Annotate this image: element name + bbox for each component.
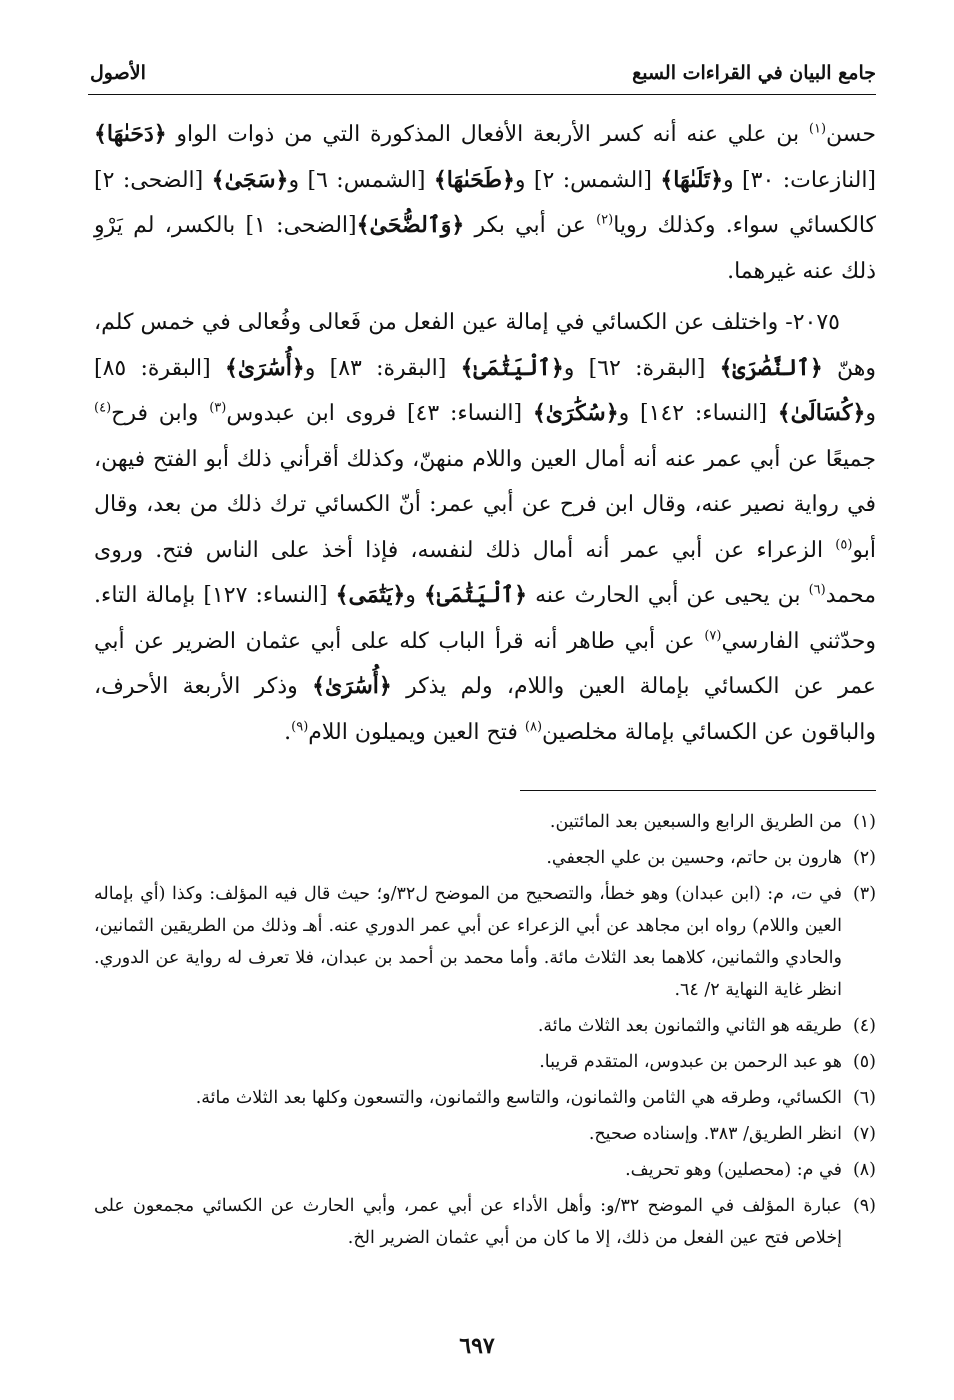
footnotes: [94, 806, 876, 1258]
book-title: جامع البيان في القراءات السبع: [632, 62, 876, 84]
text-span: عن أبي طاهر أنه قرأ الباب كله على أبي عثمان الضرير عن أبي عمر عن الكسائي بإمالة العين واللام، ولم يذكر: [94, 628, 876, 699]
footnote-text: هو عبد الرحمن بن عبدوس، المتقدم قريبا.: [539, 1052, 842, 1072]
quran-word: ﴿تَلَىٰهَا﴾: [660, 166, 724, 193]
footnote-6: [94, 1082, 876, 1114]
footnote-number: (٨): [852, 1160, 876, 1180]
footnote-text: هارون بن حاتم، وحسين بن علي الجعفي.: [546, 848, 842, 868]
footnote-9: [94, 1190, 876, 1254]
text-span: [الضحى: ١] بالكسر، لم يَرْوِ ذلك عنه غيرهما.: [94, 213, 876, 284]
footnote-ref-6: (٦): [808, 582, 826, 598]
section-title: الأصول: [90, 62, 146, 84]
footnote-number: (٥): [852, 1052, 876, 1072]
footnote-text: في ت، م: (ابن عبدان) وهو خطأ، والتصحيح من الموضح ل٣٢/و؛ حيث قال فيه المؤلف: وكذا (أي بإماله العين واللام) رواه ابن مجاهد عن أبي الزعراء عن أبي عمر الدوري عنه. أهـ وذلك من الطريقين الثمانين، والحادي والثمانين، كلاهما بعد الثلاث مائة. وأما محمد بن أحمد بن عبدان، فلا تعرف له رواية عن الدوري. انظر غاية النهاية ٢/ ٦٤.: [94, 884, 843, 1000]
text-span: فتح العين ويميلون اللام: [308, 719, 525, 745]
text-span: جميعًا عن أبي عمر عنه أنه أمال العين واللام منهنّ، وكذلك أقرأني ذلك أبو الفتح فيهن، في رواية نصير عنه، وقال ابن فرح عن أبي عمر: أنّ الكسائي ترك ذلك من بعد، وقال أبو: [94, 446, 876, 563]
footnote-number: (١): [852, 812, 876, 832]
text-span: ٢٠٧٥- واختلف عن الكسائي في إمالة عين الفعل من فَعالى وفُعالى في خمس كلم، وهنّ: [94, 310, 877, 381]
footnote-text: الكسائي، وطرقه هي الثامن والثمانون، والتاسع والثمانون، والتسعون وكلها بعد الثلاث مائة.: [195, 1088, 842, 1108]
footnote-text: من الطريق الرابع والسبعين بعد المائتين.: [549, 812, 842, 832]
footnote-text: في م: (محصلين) وهو تحريف.: [625, 1160, 842, 1180]
text-span: [النازعات: ٣٠] و: [723, 167, 877, 193]
text-span: [الشمس: ٢] و: [514, 167, 661, 193]
text-span: وابن فرح: [111, 401, 210, 426]
main-text: [94, 112, 876, 755]
footnote-ref-1: (١): [808, 121, 827, 137]
footnote-ref-2: (٢): [596, 212, 614, 228]
footnote-ref-8: (٨): [524, 719, 543, 735]
text-span: حسن: [826, 122, 876, 147]
footnote-text: عبارة المؤلف في الموضح ٣٢/و: وأهل الأداء عن أبي عمر، وأبي الحارث عن الكسائي مجمعون على إخلاص فتح عين الفعل من ذلك، إلا ما كان من أبي عثمان الضرير الخ.: [94, 1196, 842, 1248]
quran-word: ﴿يَتَٰمَى﴾: [335, 582, 406, 608]
quran-word: ﴿وَٱلضُّحَىٰ﴾: [356, 212, 465, 238]
quran-word: ﴿أُسَٰرَىٰ﴾: [312, 673, 392, 699]
footnote-5: [94, 1046, 876, 1078]
quran-word: ﴿كُسَالَىٰ﴾: [777, 400, 866, 426]
footnote-number: (٢): [852, 848, 876, 868]
quran-word: ﴿سَجَىٰ﴾: [211, 166, 289, 193]
footnote-number: (٤): [852, 1016, 876, 1036]
footnote-3: [94, 878, 876, 1006]
footnote-ref-5: (٥): [835, 537, 853, 553]
footnote-1: [94, 806, 876, 838]
text-span: .: [284, 719, 292, 745]
footnote-text: طريقه هو الثاني والثمانون بعد الثلاث مائة.: [537, 1016, 842, 1036]
footnote-4: [94, 1010, 876, 1042]
page-number: ٦٩٧: [459, 1333, 495, 1359]
footnote-ref-7: (٧): [704, 628, 722, 644]
footnote-number: (٧): [852, 1124, 876, 1144]
text-span: بن يحيى عن أبي الحارث عنه: [527, 583, 809, 608]
header-rule: [88, 94, 876, 95]
quran-word: ﴿ٱلْيَتَٰمَىٰ﴾: [460, 354, 564, 381]
footnote-number: (٣): [852, 884, 877, 904]
quran-word: ﴿أُسَٰرَىٰ﴾: [225, 354, 305, 381]
text-span: [البقرة: ٦٢] و: [563, 355, 720, 381]
footnote-8: [94, 1154, 876, 1186]
running-header: [90, 58, 876, 94]
text-span: [البقرة: ٨٥] و: [94, 355, 877, 426]
footnote-text: انظر الطريق/ ٣٨٣. وإسناده صحيح.: [588, 1124, 842, 1144]
quran-word: ﴿سُكَٰرَىٰ﴾: [532, 400, 619, 426]
footnote-7: [94, 1118, 876, 1150]
paragraph-2075: [94, 300, 876, 755]
text-span: [النساء: ١٤٢] و: [618, 401, 778, 426]
paragraph-1: [94, 112, 876, 294]
text-span: [الشمس: ٦] و: [288, 167, 434, 193]
text-span: وذكر الأربعة الأحرف، والباقون عن الكسائي بإمالة مخلصين: [94, 674, 876, 745]
text-span: بن علي عنه أنه كسر الأربعة الأفعال المذكورة التي من ذوات الواو: [166, 122, 809, 147]
quran-word: ﴿ٱلنَّصَٰرَىٰ﴾: [719, 354, 823, 381]
text-span: [البقرة: ٨٣] و: [304, 355, 461, 381]
footnote-2: [94, 842, 876, 874]
text-span: الزعراء عن أبي عمر أنه أمال ذلك لنفسه، فإذا أخذ على الناس فتح. وروى محمد: [94, 537, 876, 608]
footnote-number: (٦): [852, 1088, 876, 1108]
footnote-ref-3: (٣): [209, 400, 227, 416]
footnote-ref-4: (٤): [94, 400, 112, 416]
footnote-rule: [520, 790, 876, 791]
text-span: و: [405, 583, 424, 608]
footnote-number: (٩): [852, 1196, 876, 1216]
text-span: عن أبي بكر: [464, 213, 597, 238]
text-span: [النساء: ٤٣] فروى ابن عبدوس: [226, 401, 533, 426]
quran-word: ﴿ٱلْيَتَٰمَىٰ﴾: [423, 582, 528, 608]
text-span: [النساء: ١٢٧] بإمالة التاء. وحدّثني الفارسي: [94, 583, 877, 654]
quran-word: ﴿طَحَىٰهَا﴾: [433, 166, 515, 193]
footnote-ref-9: (٩): [291, 719, 309, 735]
quran-word: ﴿دَحَىٰهَا﴾: [94, 121, 167, 147]
text-span: [الضحى: ٢] كالكسائي سواء. وكذلك رويا: [94, 167, 877, 238]
